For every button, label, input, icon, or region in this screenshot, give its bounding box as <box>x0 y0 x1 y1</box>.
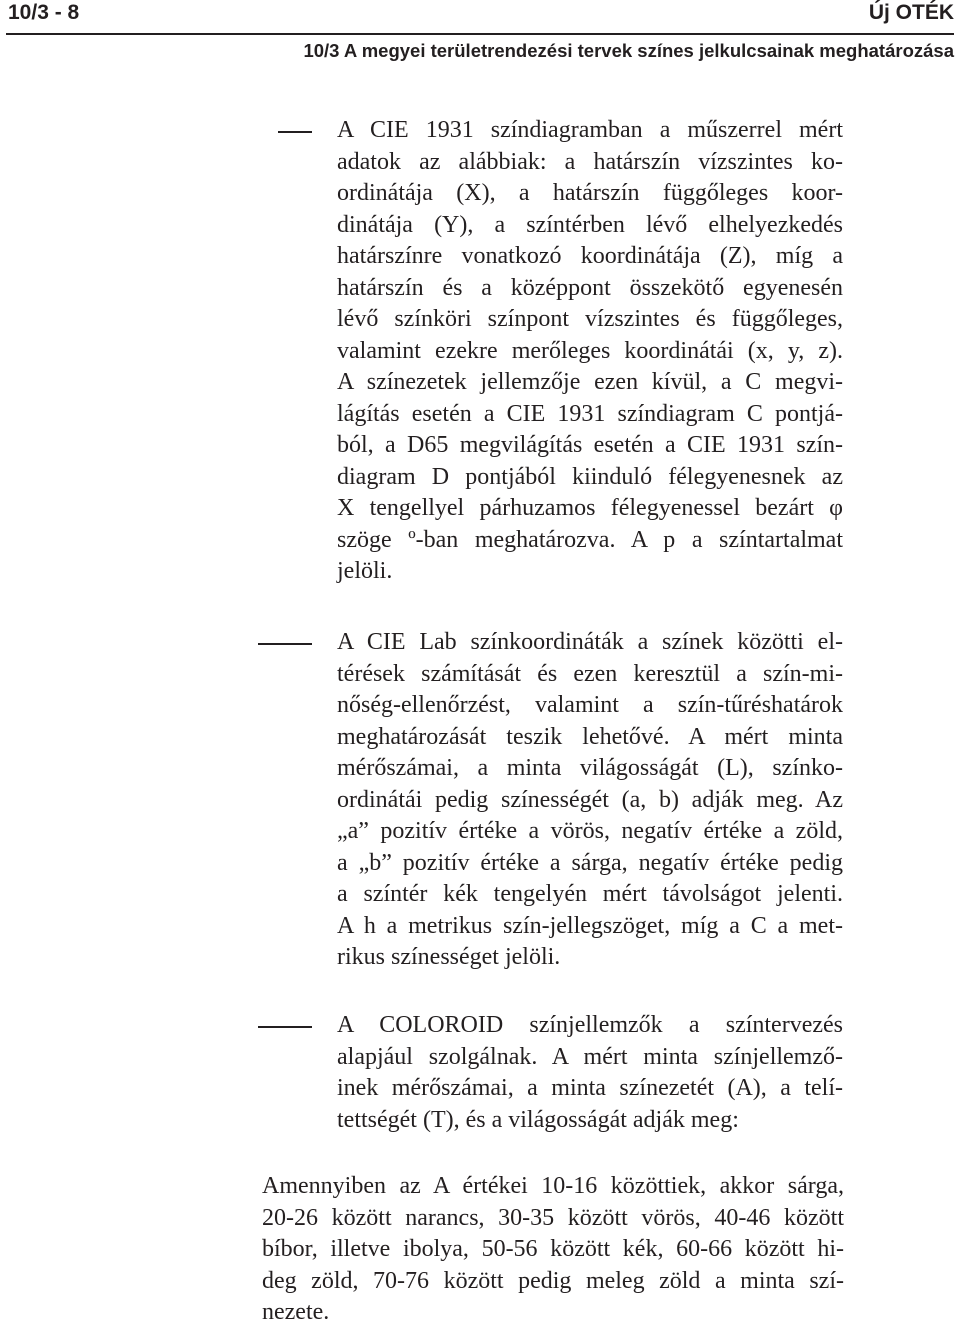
publication-title: Új OTÉK <box>868 1 954 24</box>
text-line: valamint ezekre merőleges koordinátái (x, y, z). <box>337 337 843 364</box>
text-line: 20-26 között narancs, 30-35 között vörös, 40-46 között <box>262 1204 844 1231</box>
list-dash <box>258 1026 312 1028</box>
text-line: Amennyiben az A értékei 10-16 közöttiek, akkor sárga, <box>262 1173 844 1199</box>
closing-paragraph <box>262 1171 844 1329</box>
text-line: térések számítását és ezen keresztül a szín-mi- <box>337 660 843 687</box>
text-line: lágítás esetén a CIE 1931 színdiagram C pontjá- <box>337 400 843 427</box>
text-line: inek mérőszámai, a minta színezetét (A), a telí- <box>337 1075 843 1101</box>
text-line: A COLOROID színjellemzők a színtervezés <box>337 1012 843 1038</box>
section-title: 10/3 A megyei területrendezési tervek színes jelkulcsainak meghatározása <box>303 40 954 61</box>
text-line: mérőszámai, a minta világosságát (L), színko- <box>337 755 843 781</box>
text-line: meghatározását teszik lehetővé. A mért minta <box>337 723 843 750</box>
text-line: rikus színességet jelöli. <box>337 944 561 970</box>
text-line: A CIE Lab színkoordináták a színek közötti el- <box>337 629 843 655</box>
text-line: határszín és a középpont összekötő egyenesén <box>337 274 843 301</box>
text-line: A színezetek jellemzője ezen kívül, a C megvi- <box>337 369 843 395</box>
text-line: „a” pozitív értéke a vörös, negatív értéke a zöld, <box>337 818 843 844</box>
text-line: tettségét (T), és a világosságát adják meg: <box>337 1106 739 1133</box>
text-line: a „b” pozitív értéke a sárga, negatív értéke pedig <box>337 849 843 876</box>
list-item-cielab <box>337 627 843 974</box>
text-line: határszínre vonatkozó koordinátája (Z), míg a <box>337 243 843 269</box>
text-line: szöge º-ban meghatározva. A p a színtartalmat <box>337 526 843 553</box>
list-dash <box>278 131 312 133</box>
list-dash <box>258 643 312 645</box>
list-item-coloroid <box>337 1010 843 1136</box>
text-line: alapjául szolgálnak. A mért minta színjellemző- <box>337 1043 843 1070</box>
header-rule <box>6 33 954 35</box>
text-line: adatok az alábbiak: a határszín vízszintes ko- <box>337 148 843 175</box>
text-line: A h a metrikus szín-jellegszöget, míg a C a met- <box>337 912 843 939</box>
list-item-cie1931 <box>337 115 843 588</box>
text-line: dinátája (Y), a színtérben lévő elhelyezkedés <box>337 211 843 238</box>
text-line: bíbor, illetve ibolya, 50-56 között kék, 60-66 között hi- <box>262 1236 844 1262</box>
page-number: 10/3 - 8 <box>8 1 80 24</box>
text-line: ordinátái pedig színességét (a, b) adják meg. Az <box>337 786 843 813</box>
text-line: ból, a D65 megvilágítás esetén a CIE 1931 szín- <box>337 432 843 458</box>
text-line: A CIE 1931 színdiagramban a műszerrel mért <box>337 117 843 143</box>
text-line: nezete. <box>262 1299 330 1325</box>
text-line: ordinátája (X), a határszín függőleges koor- <box>337 180 843 206</box>
text-line: X tengellyel párhuzamos félegyenessel bezárt φ <box>337 495 843 521</box>
text-line: diagram D pontjából kiinduló félegyenesnek az <box>337 463 843 490</box>
text-line: a színtér kék tengelyén mért távolságot jelenti. <box>337 881 843 907</box>
text-line: nőség-ellenőrzést, valamint a szín-tűréshatárok <box>337 692 843 718</box>
text-line: deg zöld, 70-76 között pedig meleg zöld a minta szí- <box>262 1267 844 1294</box>
text-line: jelöli. <box>337 558 393 584</box>
text-line: lévő színköri színpont vízszintes és függőleges, <box>337 306 843 332</box>
